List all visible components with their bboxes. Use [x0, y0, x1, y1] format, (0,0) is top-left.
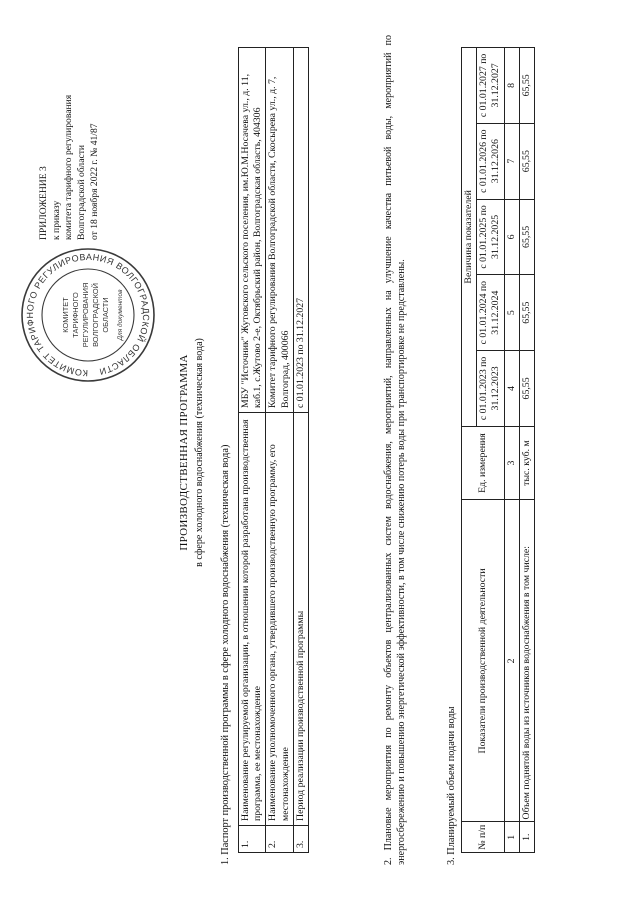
row-name: Наименование регулируемой организации, в отношении которой разработана производственная программа, ее местонахождение [239, 413, 266, 826]
official-seal [18, 245, 158, 385]
header-group: Величина показателей [462, 48, 477, 427]
svg-text:ВОЛГОГРАДСКОЙ: ВОЛГОГРАДСКОЙ [91, 283, 100, 347]
table-row [239, 48, 266, 853]
svg-text:ОБЛАСТИ: ОБЛАСТИ [101, 297, 110, 333]
svg-text:КОМИТЕТ ТАРИФНОГО РЕГУЛИРОВАНИ: КОМИТЕТ ТАРИФНОГО РЕГУЛИРОВАНИЯ ВОЛГОГРАДСКОЙ ОБЛАСТИ [24, 251, 152, 379]
row-name: Наименование уполномоченного органа, утвердившего производственную программу, его местонахождение [266, 413, 293, 826]
document-title: ПРОИЗВОДСТВЕННАЯ ПРОГРАММА [178, 354, 190, 551]
header-num: № п/п [462, 822, 505, 853]
table-row [519, 48, 534, 853]
svg-text:ТАРИФНОГО: ТАРИФНОГО [71, 292, 80, 338]
document-subtitle: в сфере холодного водоснабжения (техническая вода) [194, 338, 205, 567]
header-period: с 01.01.2023 по 31.12.2023 [477, 351, 504, 427]
col-number: 5 [504, 275, 519, 351]
appendix-order: к приказу [50, 200, 62, 240]
appendix-number: ПРИЛОЖЕНИЕ 3 [38, 166, 49, 240]
row-value: 65,55 [519, 351, 534, 427]
row-indicator: Объем поднятой воды из источников водоснабжения в том числе: [519, 500, 534, 822]
water-volume-table [461, 47, 535, 853]
section2-text: 2. Плановые мероприятия по ремонту объектов централизованных систем водоснабжения, мероприятий, направленных на улучшение качества питьевой воды, мероприятий по энергосбережению и повышению энергетической эффективности, в том числе снижению потерь воды при транспортировке не представлены. [383, 35, 408, 865]
table-row [266, 48, 293, 853]
header-period: с 01.01.2027 по 31.12.2027 [477, 48, 504, 124]
appendix-region: Волгоградской области [75, 144, 87, 240]
header-period: с 01.01.2025 по 31.12.2025 [477, 199, 504, 275]
row-number: 1. [239, 826, 266, 853]
col-number: 4 [504, 351, 519, 427]
row-value: 65,55 [519, 275, 534, 351]
appendix-header [38, 10, 101, 240]
header-indicator: Показатели производственной деятельности [462, 500, 505, 822]
section1-heading: 1. Паспорт производственной программы в сфере холодного водоснабжения (техническая вода) [220, 444, 231, 865]
row-unit: тыс. куб. м [519, 426, 534, 499]
column-numbers-row [504, 48, 519, 853]
row-number: 1. [519, 822, 534, 853]
svg-text:Для документов: Для документов [117, 289, 124, 341]
svg-text:КОМИТЕТ: КОМИТЕТ [61, 297, 70, 333]
appendix-issuer: комитета тарифного регулирования [63, 94, 75, 240]
passport-table [238, 47, 309, 853]
col-number: 8 [504, 48, 519, 124]
svg-text:РЕГУЛИРОВАНИЯ: РЕГУЛИРОВАНИЯ [81, 282, 90, 348]
col-number: 3 [504, 426, 519, 499]
col-number: 6 [504, 199, 519, 275]
col-number: 1 [504, 822, 519, 853]
row-value: Комитет тарифного регулирования Волгоградской области, Скосырева ул., д. 7, Волгоград, 400066 [266, 48, 293, 413]
row-value: 65,55 [519, 123, 534, 199]
row-value: 65,55 [519, 48, 534, 124]
section3-heading: 3. Планируемый объем подачи воды [446, 706, 457, 865]
row-name: Период реализации производственной программы [293, 413, 308, 826]
row-number: 2. [266, 826, 293, 853]
header-unit: Ед. измерения [462, 426, 505, 499]
row-number: 3. [293, 826, 308, 853]
table-header-row [462, 48, 477, 853]
appendix-date: от 18 ноября 2022 г. № 41/87 [88, 123, 100, 240]
col-number: 7 [504, 123, 519, 199]
row-value: 65,55 [519, 199, 534, 275]
row-value: МБУ "Источник" Жутовского сельского поселения, им.Ю.М.Носачева ул., д. 11, каб.1, с.Жутово 2-е, Октябрьский район, Волгоградская область, 404306 [239, 48, 266, 413]
header-period: с 01.01.2024 по 31.12.2024 [477, 275, 504, 351]
header-period: с 01.01.2026 по 31.12.2026 [477, 123, 504, 199]
row-value: с 01.01.2023 по 31.12.2027 [293, 48, 308, 413]
col-number: 2 [504, 500, 519, 822]
table-row [293, 48, 308, 853]
